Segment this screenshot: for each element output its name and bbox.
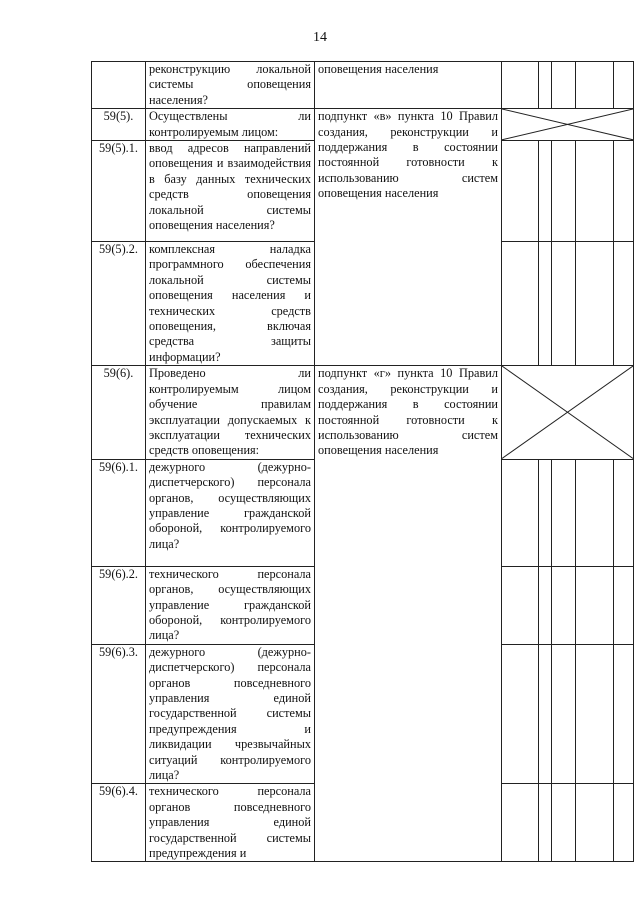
table-row	[92, 366, 634, 459]
row-number: 59(6).1.	[92, 459, 146, 566]
answer-extra-cell[interactable]	[614, 459, 634, 566]
row-number: 59(5).	[92, 109, 146, 141]
page-number: 14	[313, 30, 327, 45]
answer-na-cell[interactable]	[552, 784, 576, 862]
answer-no-cell[interactable]	[539, 242, 552, 366]
row-number: 59(6).	[92, 366, 146, 459]
row-number: 59(5).1.	[92, 141, 146, 242]
row-number: 59(5).2.	[92, 242, 146, 366]
legal-reference: подпункт «в» пункта 10 Правил создания, реконструкции и поддержания в состоянии постоянной готовности к использованию систем оповещения населения	[315, 109, 502, 366]
answer-no-cell[interactable]	[539, 784, 552, 862]
answer-yes-cell[interactable]	[502, 784, 539, 862]
not-applicable-cross-cell	[502, 366, 634, 459]
answer-no-cell[interactable]	[539, 459, 552, 566]
row-number: 59(6).4.	[92, 784, 146, 862]
answer-na-cell[interactable]	[552, 242, 576, 366]
cross-mark-icon	[502, 366, 633, 458]
row-number	[92, 62, 146, 109]
question-text: Проведено ли контролируемым лицом обучение правилам эксплуатации допускаемых к эксплуатации технических средств оповещения:	[146, 366, 315, 459]
answer-note-cell[interactable]	[576, 242, 614, 366]
answer-note-cell[interactable]	[576, 141, 614, 242]
question-text: технического персонала органов повседневного управления единой государственной системы предупреждения и	[146, 784, 315, 862]
answer-no-cell[interactable]	[539, 566, 552, 644]
answer-note-cell[interactable]	[576, 566, 614, 644]
cross-mark-icon	[502, 109, 633, 140]
answer-extra-cell[interactable]	[614, 644, 634, 784]
answer-yes-cell[interactable]	[502, 644, 539, 784]
question-text: комплексная наладка программного обеспечения локальной системы оповещения населения и технических средств оповещения, включая средства защиты информации?	[146, 242, 315, 366]
not-applicable-cross-cell	[502, 109, 634, 141]
table-row	[92, 62, 634, 109]
answer-no-cell[interactable]	[539, 141, 552, 242]
answer-extra-cell[interactable]	[614, 242, 634, 366]
answer-note-cell[interactable]	[576, 784, 614, 862]
answer-yes-cell[interactable]	[502, 141, 539, 242]
answer-yes-cell[interactable]	[502, 459, 539, 566]
answer-extra-cell[interactable]	[614, 784, 634, 862]
answer-yes-cell[interactable]	[502, 242, 539, 366]
answer-na-cell[interactable]	[552, 459, 576, 566]
question-text: дежурного (дежурно-диспетчерского) персонала органов, осуществляющих управление гражданской обороной, контролируемого лица?	[146, 459, 315, 566]
answer-note-cell[interactable]	[576, 459, 614, 566]
answer-no-cell[interactable]	[539, 62, 552, 109]
checklist-table	[91, 61, 634, 862]
answer-note-cell[interactable]	[576, 644, 614, 784]
answer-yes-cell[interactable]	[502, 62, 539, 109]
question-text: дежурного (дежурно-диспетчерского) персонала органов повседневного управления единой государственной системы предупреждения и ликвидации чрезвычайных ситуаций контролируемого лица?	[146, 644, 315, 784]
row-number: 59(6).3.	[92, 644, 146, 784]
row-number: 59(6).2.	[92, 566, 146, 644]
answer-extra-cell[interactable]	[614, 62, 634, 109]
legal-reference: оповещения населения	[315, 62, 502, 109]
question-text: ввод адресов направлений оповещения и взаимодействия в базу данных технических средств оповещения локальной системы оповещения населения?	[146, 141, 315, 242]
answer-yes-cell[interactable]	[502, 566, 539, 644]
answer-na-cell[interactable]	[552, 62, 576, 109]
answer-extra-cell[interactable]	[614, 566, 634, 644]
answer-note-cell[interactable]	[576, 62, 614, 109]
legal-reference: подпункт «г» пункта 10 Правил создания, реконструкции и поддержания в состоянии постоянной готовности к использованию систем оповещения населения	[315, 366, 502, 862]
answer-extra-cell[interactable]	[614, 141, 634, 242]
question-text: технического персонала органов, осуществляющих управление гражданской обороной, контролируемого лица?	[146, 566, 315, 644]
answer-no-cell[interactable]	[539, 644, 552, 784]
answer-na-cell[interactable]	[552, 566, 576, 644]
answer-na-cell[interactable]	[552, 141, 576, 242]
question-text: реконструкцию локальной системы оповещения населения?	[146, 62, 315, 109]
question-text: Осуществлены ли контролируемым лицом:	[146, 109, 315, 141]
answer-na-cell[interactable]	[552, 644, 576, 784]
table-row	[92, 109, 634, 141]
